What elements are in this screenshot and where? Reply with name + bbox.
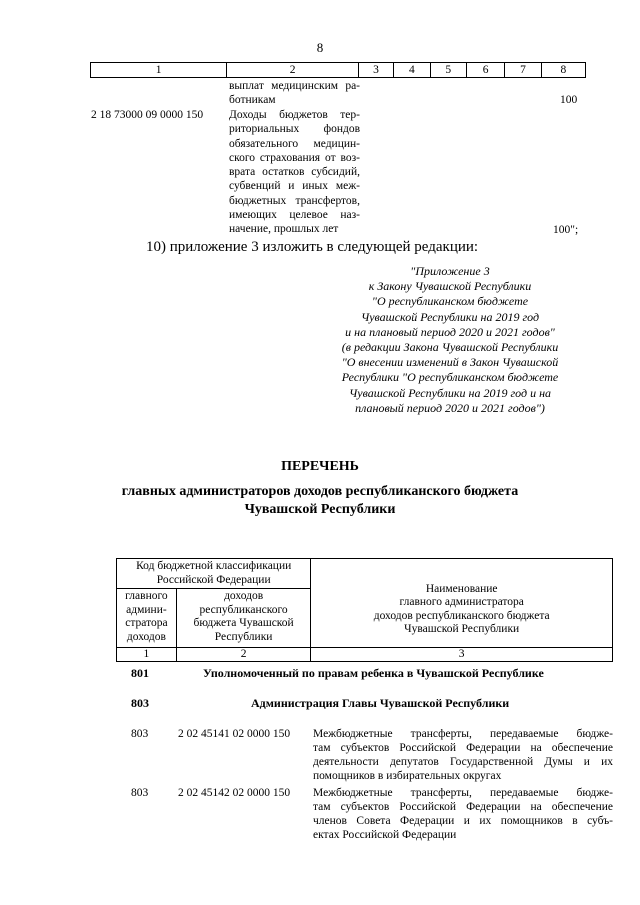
table-row-admin-code: 803 [131, 787, 149, 799]
col-number-7: 7 [505, 63, 541, 78]
col-number-6: 6 [466, 63, 504, 78]
col-number-4: 4 [394, 63, 430, 78]
continuation-table-header [90, 62, 586, 78]
table-row-admin-name: Администрация Главы Чувашской Республики [251, 696, 510, 710]
col-number-2: 2 [176, 648, 311, 662]
table-row-admin-code: 803 [131, 696, 149, 710]
header-income-code-column: доходов республиканского бюджета Чувашской Республики [176, 589, 311, 648]
page-number: 8 [316, 40, 324, 55]
col-number-2: 2 [227, 63, 358, 78]
document-subtitle-2: Чувашской Республики [244, 502, 396, 517]
administrators-table-header [116, 558, 613, 662]
table-row-description: Межбюджетные трансферты, передаваемые бюдже- там субъектов Российской Федерации на обеспечение членов Совета Федерации и их помощников в субъ- ектах Российской Федерации [313, 787, 613, 841]
continuation-row-value: 100 [560, 94, 578, 106]
continuation-row-text: выплат медицинским ра- ботникам [229, 80, 360, 107]
table-row-admin-code: 801 [131, 666, 149, 680]
col-number-5: 5 [430, 63, 466, 78]
table-row-income-code: 2 02 45141 02 0000 150 [178, 728, 291, 740]
table-row-description: Межбюджетные трансферты, передаваемые бюдже- там субъектов Российской Федерации на обеспечение деятельности депутатов Государственной Думы и их помощников в избирательных округах [313, 728, 613, 782]
table-row-admin-code: 803 [131, 728, 149, 740]
continuation-row-value: 100"; [553, 224, 579, 236]
col-number-3: 3 [311, 648, 613, 662]
header-name-column: Наименование главного администратора доходов республиканского бюджета Чувашской Республики [311, 559, 613, 648]
document-subtitle: главных администраторов доходов республиканского бюджета [121, 484, 519, 499]
header-admin-column: главного админи- стратора доходов [117, 589, 177, 648]
col-number-8: 8 [541, 63, 585, 78]
table-row-admin-name: Уполномоченный по правам ребенка в Чувашской Республике [203, 666, 544, 680]
col-number-3: 3 [358, 63, 393, 78]
document-title: ПЕРЕЧЕНЬ [281, 459, 359, 474]
col-number-1: 1 [91, 63, 227, 78]
continuation-row-code: 2 18 73000 09 0000 150 [91, 109, 204, 121]
header-classification-group: Код бюджетной классификации Российской Федерации [117, 559, 311, 589]
amendment-instruction: 10) приложение 3 изложить в следующей редакции: [146, 239, 479, 255]
continuation-row-text: Доходы бюджетов тер- риториальных фондов обязательного медицин- ского страхования от воз- врата остатков субсидий, субвенций и иных меж- бюджетных трансфертов, имеющих целевое наз- начение, прошлых лет [229, 109, 360, 236]
table-row-income-code: 2 02 45142 02 0000 150 [178, 787, 291, 799]
col-number-1: 1 [117, 648, 177, 662]
appendix-header: "Приложение 3 к Закону Чувашской Республики "О республиканском бюджете Чувашской Республики на 2019 год и на плановый период 2020 и 2021 годов" (в редакции Закона Чувашской Республики "О внесении изменений в Закон Чувашской Республики "О республиканском бюджете Чувашской Республики на 2019 год и на плановый период 2020 и 2021 годов") [341, 264, 559, 415]
